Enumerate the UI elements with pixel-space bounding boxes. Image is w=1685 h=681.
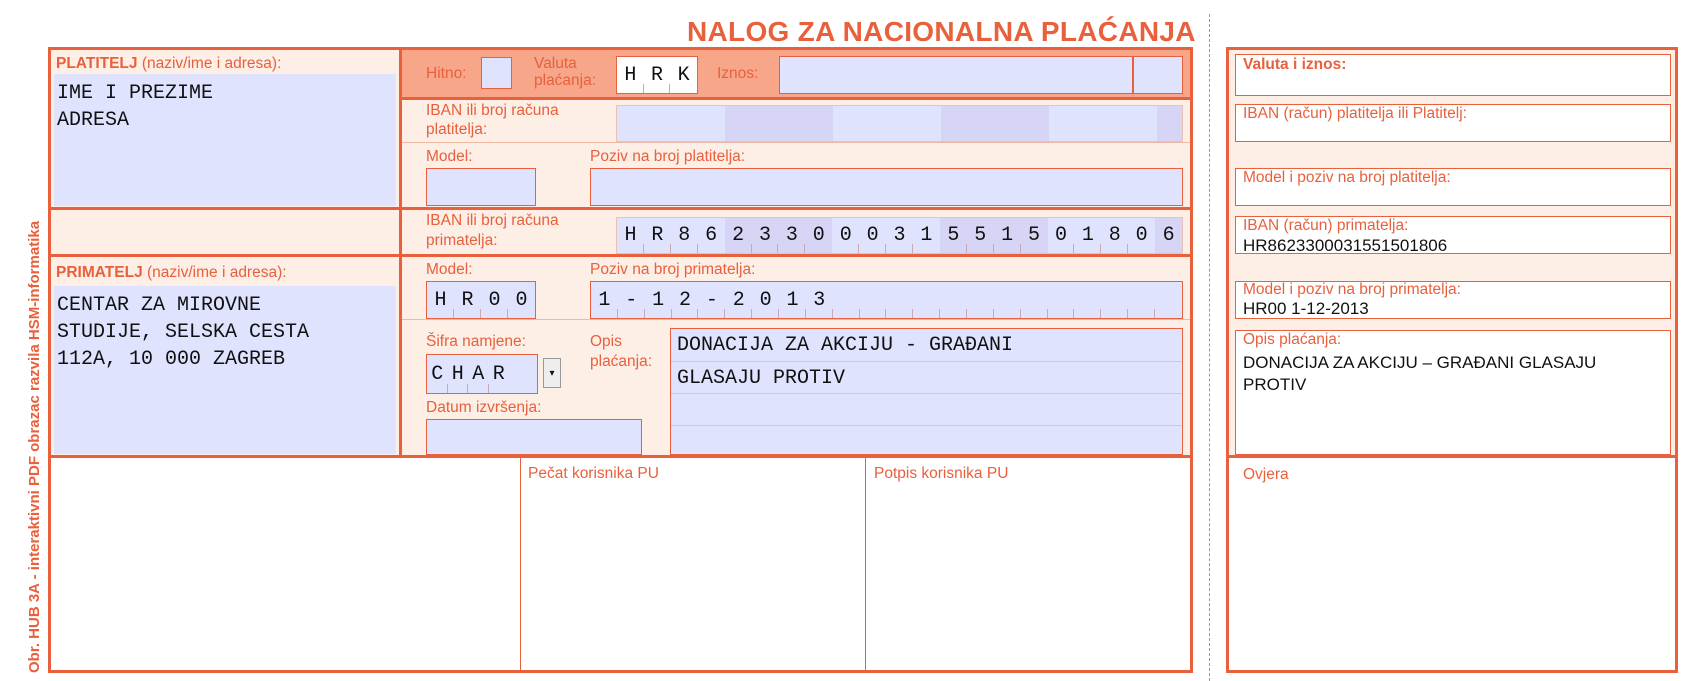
receipt-opis-label: Opis plaćanja: (1243, 331, 1342, 348)
char-cell: 2 (725, 218, 752, 253)
char-cell (967, 282, 994, 318)
model-primatelja-input[interactable] (426, 281, 536, 319)
iban-group (725, 106, 833, 141)
receipt-ovjera-area (1229, 458, 1675, 670)
divider-after-iban-primatelja (48, 254, 1193, 257)
primatelj-input[interactable] (54, 286, 396, 454)
char-cell: - (618, 282, 645, 318)
char-cell: 8 (671, 218, 698, 253)
divider-after-model-platitelja (48, 207, 1193, 210)
char-cell (1048, 282, 1075, 318)
iban-group (617, 218, 725, 253)
char-cell: 6 (705, 224, 718, 247)
char-cell: 2 (725, 282, 752, 318)
receipt-opis-value: DONACIJA ZA AKCIJU – GRAĐANI GLASAJU PROTIV (1243, 353, 1597, 394)
poziv-platitelja-label: Poziv na broj platitelja: (590, 148, 746, 165)
char-cell: 0 (1048, 218, 1075, 253)
iban-platitelja-label-1: IBAN ili broj računa (426, 102, 559, 119)
char-cell (913, 282, 940, 318)
char-cell: R (644, 218, 671, 253)
sifra-char: R (492, 362, 505, 386)
valuta-input[interactable] (616, 56, 698, 94)
platitelj-label-bold: PLATITELJ (56, 55, 138, 72)
primatelj-line-3: 112A, 10 000 ZAGREB (57, 348, 286, 371)
poziv-primatelja-input[interactable] (590, 281, 1183, 319)
primatelj-label (56, 265, 287, 281)
iban-group (725, 218, 833, 253)
char-cell (886, 282, 913, 318)
receipt-valuta-iznos-label: Valuta i iznos: (1243, 56, 1347, 73)
datum-input[interactable] (426, 419, 642, 455)
iban-group (1157, 106, 1182, 141)
model-char: R (454, 282, 481, 318)
iban-platitelja-label-2: platitelja: (426, 121, 488, 138)
char-cell: 8 (1101, 218, 1128, 253)
divider-potpis (865, 458, 866, 670)
divider-pecat (520, 458, 521, 670)
char-cell: 1 (994, 218, 1021, 253)
divider-vertical-main (399, 47, 402, 458)
model-char: H (427, 282, 454, 318)
char-cell (940, 282, 967, 318)
hitno-label: Hitno: (426, 65, 467, 82)
poziv-platitelja-input[interactable] (590, 168, 1183, 206)
iban-primatelja-label-1: IBAN ili broj računa (426, 212, 559, 229)
char-cell: 5 (967, 218, 994, 253)
opis-line-1: DONACIJA ZA AKCIJU - GRAĐANI (677, 334, 1014, 357)
receipt-iban-primatelja-value: HR8623300031551501806 (1243, 236, 1448, 255)
char-cell: 3 (778, 218, 805, 253)
platitelj-line-2: ADRESA (57, 109, 130, 132)
char-cell: 1 (779, 282, 806, 318)
iban-group (941, 106, 1049, 141)
divider-after-toprow (399, 97, 1193, 100)
receipt-ovjera-label: Ovjera (1243, 466, 1289, 483)
primatelj-label-bold: PRIMATELJ (56, 264, 143, 281)
primatelj-line-1: CENTAR ZA MIROVNE (57, 294, 262, 317)
char-cell: 1 (920, 224, 933, 247)
opis-line-2: GLASAJU PROTIV (677, 367, 846, 390)
sifra-char: A (468, 355, 489, 393)
char-cell: 0 (832, 218, 859, 253)
char-cell (1074, 282, 1101, 318)
iban-group (1155, 218, 1182, 253)
iban-group (832, 218, 940, 253)
char-cell (860, 282, 887, 318)
iznos-input[interactable] (779, 56, 1183, 94)
model-primatelja-label: Model: (426, 261, 473, 278)
char-cell: 3 (886, 218, 913, 253)
char-cell: 1 (1074, 218, 1101, 253)
platitelj-line-1: IME I PREZIME (57, 82, 214, 105)
iban-primatelja-input[interactable] (616, 217, 1183, 254)
side-credit-text: Obr. HUB 3A - interaktivni PDF obrazac razvila HSM-informatika (26, 220, 43, 673)
char-cell: 0 (859, 218, 886, 253)
char-cell (833, 282, 860, 318)
receipt-iban-primatelja-label: IBAN (račun) primatelja: (1243, 217, 1409, 234)
valuta-label-1: Valuta (534, 55, 577, 72)
primatelj-line-2: STUDIJE, SELSKA CESTA (57, 321, 310, 344)
iban-primatelja-label-2: primatelja: (426, 232, 498, 249)
iban-group (833, 106, 941, 141)
opis-label-2: plaćanja: (590, 353, 653, 370)
char-cell: 3 (752, 218, 779, 253)
iznos-decimal-separator (1132, 57, 1134, 93)
char-cell: 2 (672, 282, 699, 318)
platitelj-input[interactable] (54, 74, 396, 206)
form-title: NALOG ZA NACIONALNA PLAĆANJA (687, 16, 1196, 47)
char-cell: 5 (940, 218, 967, 253)
valuta-char: R (644, 57, 671, 93)
hitno-checkbox[interactable] (481, 57, 512, 89)
primatelj-label-rest: (naziv/ime i adresa): (142, 264, 287, 281)
model-platitelja-input[interactable] (426, 168, 536, 206)
model-char: 0 (481, 282, 508, 318)
opis-input[interactable] (670, 328, 1183, 455)
divider-thin-iban (402, 142, 1190, 143)
receipt-model-primatelja-label: Model i poziv na broj primatelja: (1243, 281, 1461, 298)
char-cell: 0 (1135, 224, 1148, 247)
datum-label: Datum izvršenja: (426, 399, 542, 416)
model-char: 0 (515, 288, 528, 312)
model-platitelja-label: Model: (426, 148, 473, 165)
pecat-label: Pečat korisnika PU (528, 465, 659, 482)
receipt-model-platitelja-label: Model i poziv na broj platitelja: (1243, 169, 1451, 186)
iban-group (1048, 218, 1156, 253)
sifra-label: Šifra namjene: (426, 333, 526, 350)
char-cell: 3 (806, 282, 833, 318)
char-cell (1155, 282, 1182, 318)
char-cell (1128, 282, 1155, 318)
char-cell: 0 (752, 282, 779, 318)
valuta-char: H (617, 57, 644, 93)
sifra-char: C (427, 355, 448, 393)
char-cell (1021, 282, 1048, 318)
char-cell: 1 (591, 282, 618, 318)
iban-group (940, 218, 1048, 253)
receipt-model-primatelja-value: HR00 1-12-2013 (1243, 299, 1369, 318)
iznos-label: Iznos: (717, 65, 759, 82)
valuta-label-2: plaćanja: (534, 72, 597, 89)
divider-thin-model (402, 319, 1190, 320)
opis-label-1: Opis (590, 333, 622, 350)
char-cell (994, 282, 1021, 318)
iban-platitelja-input[interactable] (616, 105, 1183, 142)
sifra-input[interactable] (426, 354, 538, 394)
poziv-primatelja-label: Poziv na broj primatelja: (590, 261, 756, 278)
sifra-char: H (448, 355, 469, 393)
char-cell: - (698, 282, 725, 318)
char-cell (1101, 282, 1128, 318)
sifra-dropdown-button[interactable]: ▾ (543, 358, 561, 388)
potpis-label: Potpis korisnika PU (874, 465, 1009, 482)
char-cell: H (617, 218, 644, 253)
platitelj-label (56, 56, 281, 72)
valuta-char: K (677, 63, 690, 87)
platitelj-label-rest: (naziv/ime i adresa): (137, 55, 282, 72)
char-cell: 6 (1162, 224, 1175, 247)
iban-group (1049, 106, 1157, 141)
char-cell: 1 (645, 282, 672, 318)
cut-line (1209, 14, 1210, 681)
receipt-iban-platitelja-label: IBAN (račun) platitelja ili Platitelj: (1243, 105, 1467, 122)
primatelj-iban-strip-left (51, 210, 399, 254)
char-cell: 0 (812, 224, 825, 247)
char-cell: 5 (1028, 224, 1041, 247)
iban-group (617, 106, 725, 141)
divider-before-signatures (48, 455, 1193, 458)
